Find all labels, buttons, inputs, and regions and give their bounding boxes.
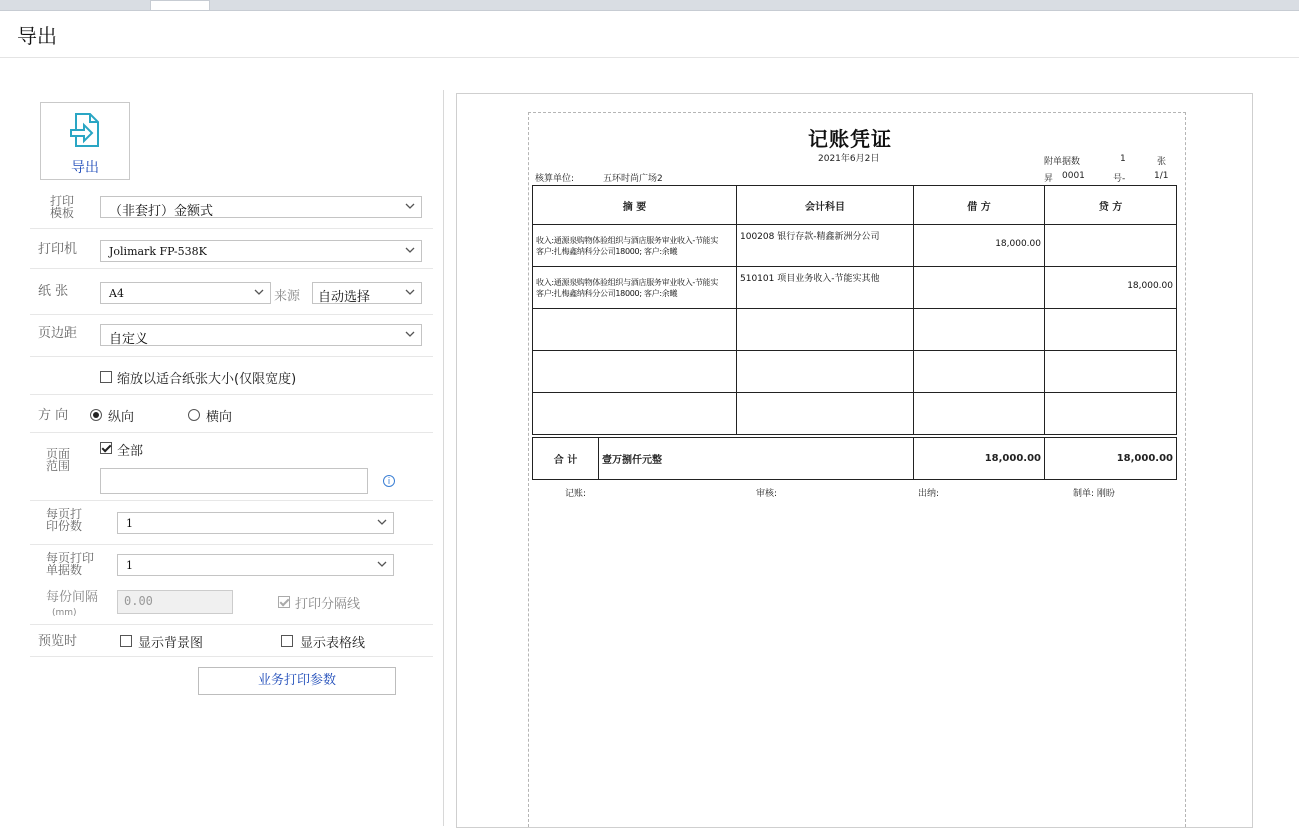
template-select[interactable]: [100, 196, 422, 218]
paper-select[interactable]: [100, 282, 271, 304]
landscape-label: 横向: [206, 410, 233, 425]
row-summary: 收入:通源泉购物体验组织与酒店服务审业收入-节能实 客户:扎梅鑫纳科分公司18000; 客户:余曦: [536, 235, 719, 256]
printer-select[interactable]: [100, 240, 422, 262]
row-account: 510101 项目业务收入-节能实其他: [740, 274, 880, 284]
copies-row: [30, 502, 433, 545]
show-background-label: 显示背景图: [138, 636, 204, 651]
portrait-label: 纵向: [108, 410, 135, 425]
paper-row: [30, 270, 433, 315]
page-title: 导出: [17, 24, 57, 48]
page-indicator: 1/1: [1154, 171, 1169, 181]
orientation-label: 方 向: [38, 408, 69, 423]
printer-label: 打印机: [38, 242, 78, 257]
copies-select[interactable]: [117, 512, 394, 534]
preview-label: 预览时: [38, 634, 78, 649]
table-row-empty: [533, 351, 1177, 393]
show-background-checkbox[interactable]: [120, 635, 132, 647]
spacing-label: 每份间隔: [46, 590, 99, 605]
vouchers-value: 1: [126, 559, 133, 572]
table-header-row: [533, 186, 1177, 225]
copies-label: 每页打 印份数: [46, 507, 83, 533]
sign-cashier: 出纳:: [918, 489, 940, 499]
voucher-date: 2021年6月2日: [818, 154, 880, 164]
title-divider: [0, 57, 1299, 58]
chevron-down-icon: [405, 245, 415, 255]
total-label: 合 计: [533, 438, 599, 480]
table-row: [533, 267, 1177, 309]
total-debit: 18,000.00: [914, 438, 1045, 480]
spacing-input[interactable]: [117, 590, 233, 614]
scale-label: 缩放以适合纸张大小(仅限宽度): [117, 372, 297, 387]
page-range-label: 页面 范围: [46, 447, 71, 473]
number-prefix: 昇: [1044, 174, 1054, 184]
panel-divider: [443, 90, 444, 826]
voucher-table: [532, 185, 1177, 435]
vouchers-row: [30, 546, 433, 586]
margin-row: [30, 316, 433, 357]
portrait-radio[interactable]: [90, 409, 102, 421]
printer-row: [30, 230, 433, 269]
paper-label: 纸 张: [38, 284, 69, 299]
separator-line-checkbox[interactable]: [278, 596, 290, 608]
scale-checkbox[interactable]: [100, 371, 112, 383]
chevron-down-icon: [405, 329, 415, 339]
landscape-radio[interactable]: [188, 409, 200, 421]
template-value: （非套打）金额式: [109, 204, 214, 219]
page-range-all-label: 全部: [117, 444, 144, 459]
number-label: 号-: [1113, 174, 1126, 184]
export-button[interactable]: [40, 102, 130, 180]
attach-count: 1: [1120, 154, 1126, 164]
row-account: 100208 银行存款-精鑫新洲分公司: [740, 232, 880, 242]
row-credit: 18,000.00: [1127, 280, 1173, 291]
chevron-down-icon: [254, 287, 264, 297]
attach-unit: 张: [1157, 157, 1167, 167]
show-grid-label: 显示表格线: [300, 636, 366, 651]
paper-source-value: 自动选择: [318, 290, 371, 305]
table-row: [533, 225, 1177, 267]
chevron-down-icon: [377, 517, 387, 527]
total-words: 壹万捌仟元整: [599, 438, 914, 480]
unit-label: 核算单位:: [535, 174, 575, 184]
orientation-row: [30, 396, 433, 433]
table-row-empty: [533, 309, 1177, 351]
row-summary: 收入:通源泉购物体验组织与酒店服务审业收入-节能实 客户:扎梅鑫纳科分公司18000; 客户:余曦: [536, 277, 719, 298]
export-icon: [70, 113, 100, 147]
spacing-value: 0.00: [124, 594, 153, 608]
total-credit: 18,000.00: [1045, 438, 1177, 480]
export-button-label: 导出: [71, 160, 99, 176]
template-label: 打印 模板: [50, 194, 75, 220]
chevron-down-icon: [377, 559, 387, 569]
unit-value: 五环时尚广场2: [603, 174, 663, 184]
page-range-row: [30, 434, 433, 501]
print-settings-panel: [30, 100, 433, 688]
header-summary: 摘 要: [533, 186, 737, 225]
show-grid-checkbox[interactable]: [281, 635, 293, 647]
active-tab[interactable]: [150, 0, 210, 10]
total-row: [533, 438, 1177, 480]
window-top-strip: [0, 0, 1299, 11]
spacing-unit: (mm): [52, 608, 77, 618]
chevron-down-icon: [405, 201, 415, 211]
page-range-input[interactable]: [100, 468, 368, 494]
margin-select[interactable]: [100, 324, 422, 346]
spacing-row: [30, 588, 433, 625]
voucher-title: 记账凭证: [808, 127, 892, 151]
vouchers-label: 每页打印 单据数: [46, 551, 95, 577]
separator-line-label: 打印分隔线: [295, 597, 361, 612]
row-debit: 18,000.00: [995, 238, 1041, 249]
paper-source-label: 来源: [274, 289, 301, 304]
sign-review: 审核:: [756, 489, 778, 499]
scale-row: [30, 358, 433, 395]
page-range-all-checkbox[interactable]: [100, 442, 112, 454]
voucher-number: 0001: [1062, 171, 1085, 181]
header-account: 会计科目: [737, 186, 914, 225]
margin-label: 页边距: [38, 326, 78, 341]
paper-source-select[interactable]: [312, 282, 422, 304]
sign-maker: 制单: 刚盼: [1073, 489, 1115, 499]
header-debit: 借 方: [914, 186, 1045, 225]
preview-row: [30, 626, 433, 657]
template-row: [30, 188, 433, 229]
printer-value: Jolimark FP-538K: [109, 245, 207, 258]
info-icon[interactable]: i: [383, 475, 395, 487]
voucher-total-table: [532, 437, 1177, 480]
vouchers-select[interactable]: [117, 554, 394, 576]
chevron-down-icon: [405, 287, 415, 297]
sign-bookkeeper: 记账:: [565, 489, 587, 499]
margin-value: 自定义: [109, 332, 149, 347]
business-print-params-button[interactable]: 业务打印参数: [198, 667, 396, 695]
paper-value: A4: [109, 287, 124, 300]
attach-label: 附单据数: [1044, 157, 1081, 167]
copies-value: 1: [126, 517, 133, 530]
table-row-empty: [533, 393, 1177, 435]
header-credit: 贷 方: [1045, 186, 1177, 225]
